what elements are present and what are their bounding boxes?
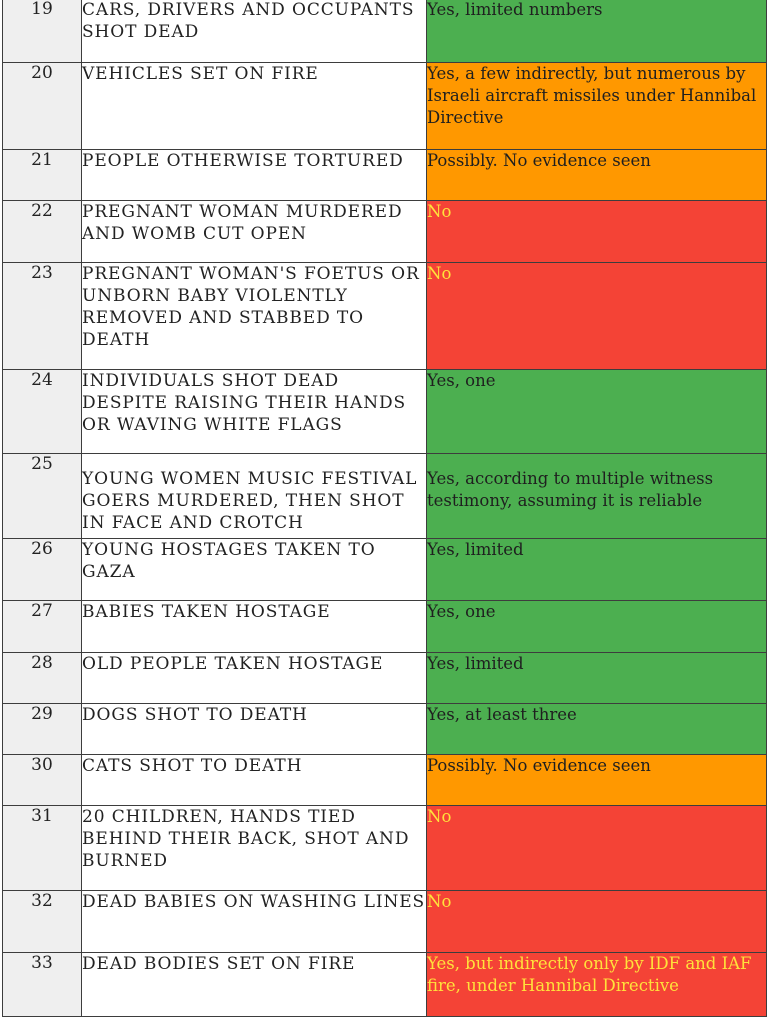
verdict-cell-green: Yes, limited numbers [427,0,767,63]
table-row [3,891,767,953]
row-number: 32 [31,891,53,911]
claim-cell: INDIVIDUALS SHOT DEAD DESPITE RAISING THEIR HANDS OR WAVING WHITE FLAGS [82,370,427,454]
row-number: 30 [31,755,53,775]
verdict-cell-green: Yes, according to multiple witness testimony, assuming it is reliable [427,454,767,539]
row-number: 19 [31,0,53,19]
claim-cell: PEOPLE OTHERWISE TORTURED [82,150,427,201]
row-number: 31 [31,806,53,826]
table-row [3,539,767,601]
table-row [3,653,767,704]
row-number: 23 [31,263,53,283]
row-number-cell [3,953,82,1017]
row-number: 27 [31,601,53,621]
table-row [3,370,767,454]
row-number-cell [3,755,82,806]
claim-cell: CARS, DRIVERS AND OCCUPANTS SHOT DEAD [82,0,427,63]
claim-cell: PREGNANT WOMAN'S FOETUS OR UNBORN BABY VIOLENTLY REMOVED AND STABBED TO DEATH [82,263,427,370]
claim-cell: CATS SHOT TO DEATH [82,755,427,806]
table-row [3,755,767,806]
verdict-cell-orange: Yes, a few indirectly, but numerous by Israeli aircraft missiles under Hannibal Directive [427,63,767,150]
row-number: 25 [31,454,53,474]
verdict-cell-green: Yes, one [427,601,767,653]
claim-cell: YOUNG HOSTAGES TAKEN TO GAZA [82,539,427,601]
row-number: 22 [31,201,53,221]
table-row [3,0,767,63]
verdict-cell-red: Yes, but indirectly only by IDF and IAF fire, under Hannibal Directive [427,953,767,1017]
row-number-cell [3,891,82,953]
row-number-cell [3,63,82,150]
row-number-cell [3,601,82,653]
row-number-cell [3,201,82,263]
claim-cell: OLD PEOPLE TAKEN HOSTAGE [82,653,427,704]
table-row [3,601,767,653]
claim-cell: PREGNANT WOMAN MURDERED AND WOMB CUT OPEN [82,201,427,263]
table-row [3,953,767,1017]
verdict-cell-orange: Possibly. No evidence seen [427,150,767,201]
table-row [3,454,767,539]
table-row [3,201,767,263]
claim-cell: VEHICLES SET ON FIRE [82,63,427,150]
verdict-cell-red: No [427,806,767,891]
claims-table-body [3,0,767,1017]
verdict-cell-green: Yes, one [427,370,767,454]
table-row [3,263,767,370]
verdict-cell-red: No [427,201,767,263]
verdict-cell-red: No [427,263,767,370]
verdict-cell-orange: Possibly. No evidence seen [427,755,767,806]
row-number: 33 [31,953,53,973]
table-row [3,806,767,891]
verdict-cell-green: Yes, at least three [427,704,767,755]
row-number-cell [3,150,82,201]
claim-cell: 20 CHILDREN, HANDS TIED BEHIND THEIR BACK, SHOT AND BURNED [82,806,427,891]
claim-cell: BABIES TAKEN HOSTAGE [82,601,427,653]
claim-cell: DOGS SHOT TO DEATH [82,704,427,755]
row-number-cell [3,0,82,63]
row-number: 21 [31,150,53,170]
row-number-cell [3,806,82,891]
row-number-cell [3,370,82,454]
claim-cell: DEAD BABIES ON WASHING LINES [82,891,427,953]
table-row [3,704,767,755]
row-number: 28 [31,653,53,673]
row-number: 24 [31,370,53,390]
row-number-cell [3,454,82,539]
row-number: 29 [31,704,53,724]
row-number-cell [3,653,82,704]
claim-cell: YOUNG WOMEN MUSIC FESTIVAL GOERS MURDERED, THEN SHOT IN FACE AND CROTCH [82,454,427,539]
claim-cell: DEAD BODIES SET ON FIRE [82,953,427,1017]
row-number: 26 [31,539,53,559]
row-number-cell [3,539,82,601]
verdict-cell-red: No [427,891,767,953]
claims-table [2,0,767,1017]
table-row [3,150,767,201]
row-number-cell [3,704,82,755]
verdict-cell-green: Yes, limited [427,653,767,704]
row-number: 20 [31,63,53,83]
table-row [3,63,767,150]
verdict-cell-green: Yes, limited [427,539,767,601]
row-number-cell [3,263,82,370]
